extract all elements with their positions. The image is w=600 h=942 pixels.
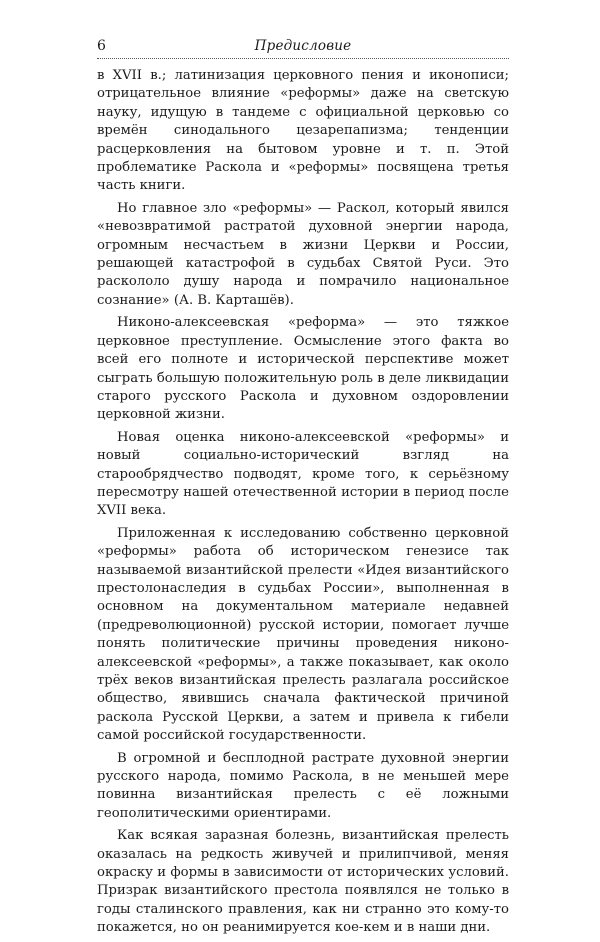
- running-head: [97, 36, 509, 59]
- paragraph-4: Новая оценка никоно-алексеевской «реформы» и новый социально-исторический взгляд на старообрядчество подводят, кроме того, к серьёзному пересмотру нашей отечественной истории в период после XVII века.: [97, 429, 509, 519]
- paragraph-5: Приложенная к исследованию собственно церковной «реформы» работа об историческом генезисе так называемой византийской прелести «Идея византийского престолонаследия в судьбах России», выполненная в основном на документальном материале недавней (предреволюционной) русской истории, помогает лучше понять политические причины проведения никоно-алексеевской «реформы», а также показывает, как около трёх веков византийская прелесть разлагала российское общество, явившись сначала фактической причиной раскола Русской Церкви, а затем и привела к гибели самой российской государственности.: [97, 525, 509, 744]
- book-page: [97, 36, 509, 942]
- paragraph-3: Никоно-алексеевская «реформа» — это тяжкое церковное преступление. Осмысление этого факта во всей его полноте и исторической перспективе может сыграть большую положительную роль в деле ликвидации старого русского Раскола и духовном оздоровлении церковной жизни.: [97, 315, 509, 423]
- body-text: [97, 67, 509, 938]
- paragraph-7: Как всякая заразная болезнь, византийская прелесть оказалась на редкость живучей и прилипчивой, меняя окраску и формы в зависимости от исторических условий. Призрак византийского престола появлялся не только в годы сталинского правления, как ни странно это кому-то покажется, но он реанимируется кое-кем и в наши дни.: [97, 828, 509, 936]
- page-number: 6: [97, 38, 106, 54]
- paragraph-2: Но главное зло «реформы» — Раскол, который явился «невозвратимой растратой духовной энергии народа, огромным несчастьем в жизни Церкви и России, решающей катастрофой в судьбах Святой Руси. Это раскололо душу народа и помрачило национальное сознание» (А. В. Карташёв).: [97, 200, 509, 308]
- running-title: Предисловие: [254, 38, 352, 54]
- paragraph-1: в XVII в.; латинизация церковного пения и иконописи; отрицательное влияние «реформы» даже на светскую науку, идущую в тандеме с официальной церковью со времён синодального цезарепапизма; тенденции расцерковления на бытовом уровне и т. п. Этой проблематике Раскола и «реформы» посвящена третья часть книги.: [97, 68, 509, 194]
- paragraph-6: В огромной и бесплодной растрате духовной энергии русского народа, помимо Раскола, в не меньшей мере повинна византийская прелесть с её ложными геополитическими ориентирами.: [97, 750, 509, 821]
